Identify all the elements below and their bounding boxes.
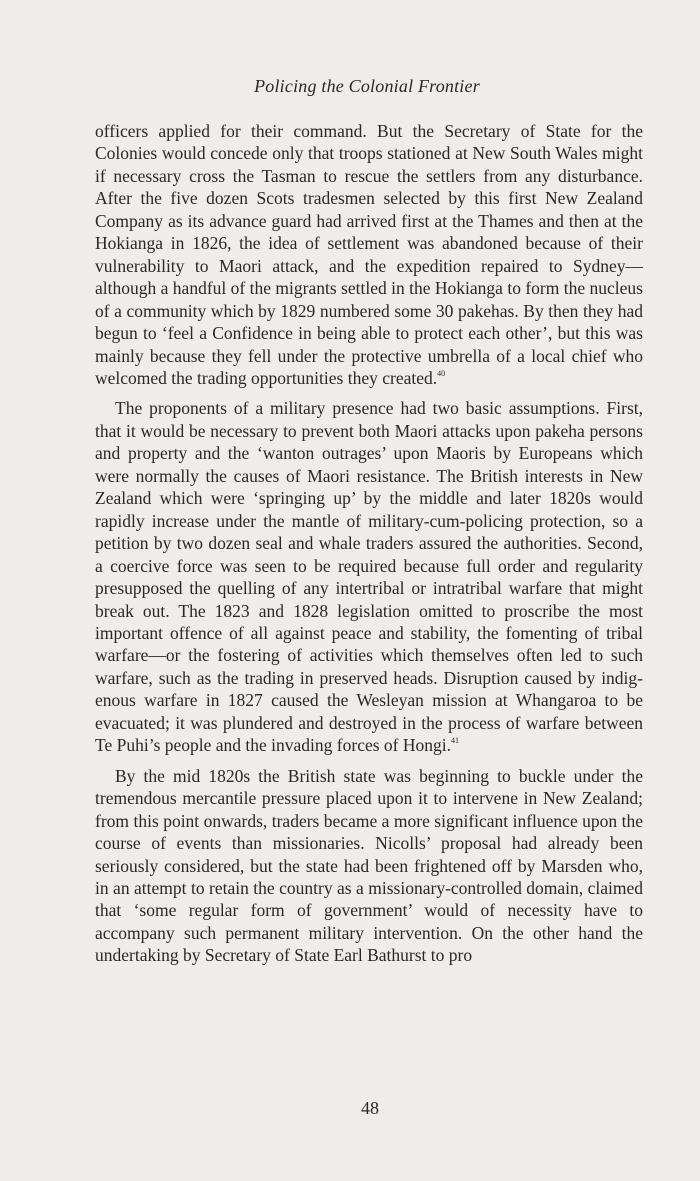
paragraph-text: By the mid 1820s the British state was beginning to buckle under the tremendous mercantile pressure placed upon it to intervene in New Zealand; from this point onwards, traders became a more significant influence upon the course of events than missionaries. Nicolls’ proposal had already been seriously considered, but the state had been frightened off by Marsden who, in an attempt to retain the country as a missionary-controlled domain, claimed that ‘some regular form of government’ would of necessity have to accompany such permanent military intervention. On the other hand the undertaking by Secretary of State Earl Bathurst to pro — [95, 765, 643, 966]
paragraph-text: The proponents of a military presence had two basic assumptions. First, that it would be necessary to prevent both Maori attacks upon pakeha persons and property and the ‘wanton outrages’ upon Maoris by Europeans which were normally the causes of Maori resistance. The British interests in New Zealand which were ‘springing up’ by the middle and later 1820s would rapidly increase under the mantle of military-cum-policing protection, so a petition by two dozen seal and whale traders assured the authorities. Second, a coercive force was seen to be required because full order and regularity presupposed the quelling of any intertribal or intratribal warfare that might break out. The 1823 and 1828 legislation omitted to proscribe the most important offence of all against peace and stability, the fomenting of tribal warfare—or the fostering of activities which themselves often led to such warfare, such as the trading in preserved heads. Disruption caused by indigenous warfare in 1827 caused the Wesleyan mission at Whangaroa to be evacuated; it was plundered and destroyed in the process of warfare between Te Puhi’s people and the invading forces of Hongi. — [95, 398, 643, 756]
footnote-ref: 40 — [437, 368, 446, 378]
running-head: Policing the Colonial Frontier — [254, 76, 480, 96]
paragraph-1 — [95, 120, 643, 389]
paragraph-3 — [95, 765, 643, 967]
page-number: 48 — [361, 1098, 379, 1118]
footnote-ref: 41 — [451, 736, 459, 746]
paragraph-text: officers applied for their command. But the Secretary of State for the Colonies would concede only that troops stationed at New South Wales might if necessary cross the Tasman to rescue the settlers from any disturbance. After the five dozen Scots tradesmen selected by this first New Zealand Company as its advance guard had arrived first at the Thames and then at the Hokianga in 1826, the idea of settlement was abandoned because of their vulnerability to Maori attack, and the expedition repaired to Sydney—although a handful of the migrants settled in the Hokianga to form the nucleus of a community which by 1829 numbered some 30 pakehas. By then they had begun to ‘feel a Confidence in being able to protect each other’, but this was mainly because they fell under the protective umbrella of a local chief who welcomed the trading opportunities they created. — [95, 121, 643, 388]
body-text — [95, 120, 643, 967]
paragraph-2 — [95, 397, 643, 756]
